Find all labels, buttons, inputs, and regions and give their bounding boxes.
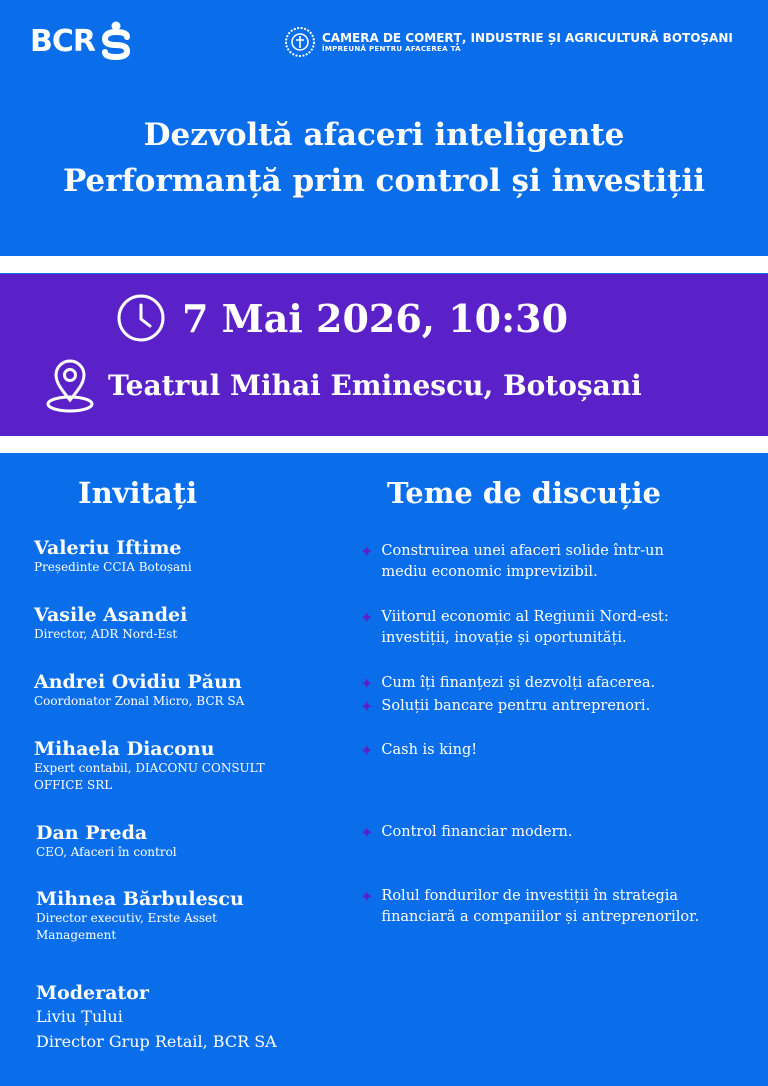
headline xyxy=(0,112,768,204)
guest-item xyxy=(34,537,324,576)
topic-text: Construirea unei afaceri solide într-un mediu economic imprevizibil. xyxy=(381,543,664,580)
guest-item xyxy=(34,671,324,710)
topics-title: Teme de discuție xyxy=(387,476,661,510)
sparkle-bullet-icon: ✦ xyxy=(360,823,374,842)
bcr-s-symbol-icon xyxy=(101,20,131,62)
chamber-title: CAMERA DE COMERȚ, INDUSTRIE ȘI AGRICULTURĂ BOTOȘANI xyxy=(322,31,733,45)
guest-role: Președinte CCIA Botoșani xyxy=(34,560,192,574)
moderator-title: Moderator xyxy=(36,982,149,1004)
guest-role: Director executiv, Erste Asset Management xyxy=(36,911,217,942)
topic-item xyxy=(360,696,740,717)
event-date: 7 Mai 2026, 10:30 xyxy=(182,295,569,341)
sparkle-bullet-icon: ✦ xyxy=(360,608,374,627)
headline-line-1: Dezvoltă afaceri inteligente xyxy=(143,117,625,153)
guest-item xyxy=(36,822,326,861)
moderator-block xyxy=(36,982,336,1054)
topic-text: Control financiar modern. xyxy=(381,824,573,840)
white-divider-bottom xyxy=(0,436,768,453)
event-location-row xyxy=(44,356,642,414)
guest-role: CEO, Afaceri în control xyxy=(36,845,177,859)
event-location: Teatrul Mihai Eminescu, Botoșani xyxy=(108,368,642,402)
guest-name: Vasile Asandei xyxy=(34,604,188,626)
clock-icon xyxy=(116,293,166,343)
topic-item xyxy=(360,607,710,649)
guest-name: Andrei Ovidiu Păun xyxy=(34,671,242,693)
guest-name: Mihnea Bărbulescu xyxy=(36,888,244,910)
topic-text: Viitorul economic al Regiunii Nord-est: investiții, inovație și oportunități. xyxy=(381,609,669,646)
location-pin-icon xyxy=(44,356,96,414)
topic-item xyxy=(360,541,700,583)
topic-item xyxy=(360,822,740,843)
sparkle-bullet-icon: ✦ xyxy=(360,542,374,561)
guests-title: Invitați xyxy=(78,476,198,510)
guest-name: Valeriu Iftime xyxy=(34,537,182,559)
guest-name: Mihaela Diaconu xyxy=(34,738,215,760)
chamber-logo xyxy=(284,26,733,58)
sparkle-bullet-icon: ✦ xyxy=(360,674,374,693)
topic-text: Soluții bancare pentru antreprenori. xyxy=(381,698,651,714)
guest-role: Director, ADR Nord-Est xyxy=(34,627,178,641)
topic-item xyxy=(360,673,740,694)
sparkle-bullet-icon: ✦ xyxy=(360,887,374,906)
moderator-name: Liviu Țului xyxy=(36,1007,123,1026)
guest-item xyxy=(34,604,324,643)
headline-line-2: Performanță prin control și investiții xyxy=(62,163,706,199)
guest-name: Dan Preda xyxy=(36,822,148,844)
topic-item xyxy=(360,740,740,761)
guest-role: Coordonator Zonal Micro, BCR SA xyxy=(34,694,245,708)
event-date-row xyxy=(116,293,568,343)
chamber-emblem-icon xyxy=(284,26,316,58)
bcr-logo xyxy=(30,20,131,62)
topic-text: Cum îți finanțezi și dezvolți afacerea. xyxy=(381,675,656,691)
sparkle-bullet-icon: ✦ xyxy=(360,697,374,716)
sparkle-bullet-icon: ✦ xyxy=(360,741,374,760)
chamber-tagline: ÎMPREUNĂ PENTRU AFACEREA TA xyxy=(322,45,461,53)
guest-item xyxy=(34,738,294,794)
white-divider-top xyxy=(0,256,768,273)
guest-item xyxy=(36,888,256,944)
topic-text: Cash is king! xyxy=(381,742,478,758)
topic-text: Rolul fondurilor de investiții în strategia financiară a companiilor și antreprenorilor. xyxy=(381,888,700,925)
topic-item xyxy=(360,886,750,928)
guest-role: Expert contabil, DIACONU CONSULT OFFICE SRL xyxy=(34,761,265,792)
moderator-role: Director Grup Retail, BCR SA xyxy=(36,1032,277,1051)
bcr-logo-text: BCR xyxy=(30,23,95,59)
